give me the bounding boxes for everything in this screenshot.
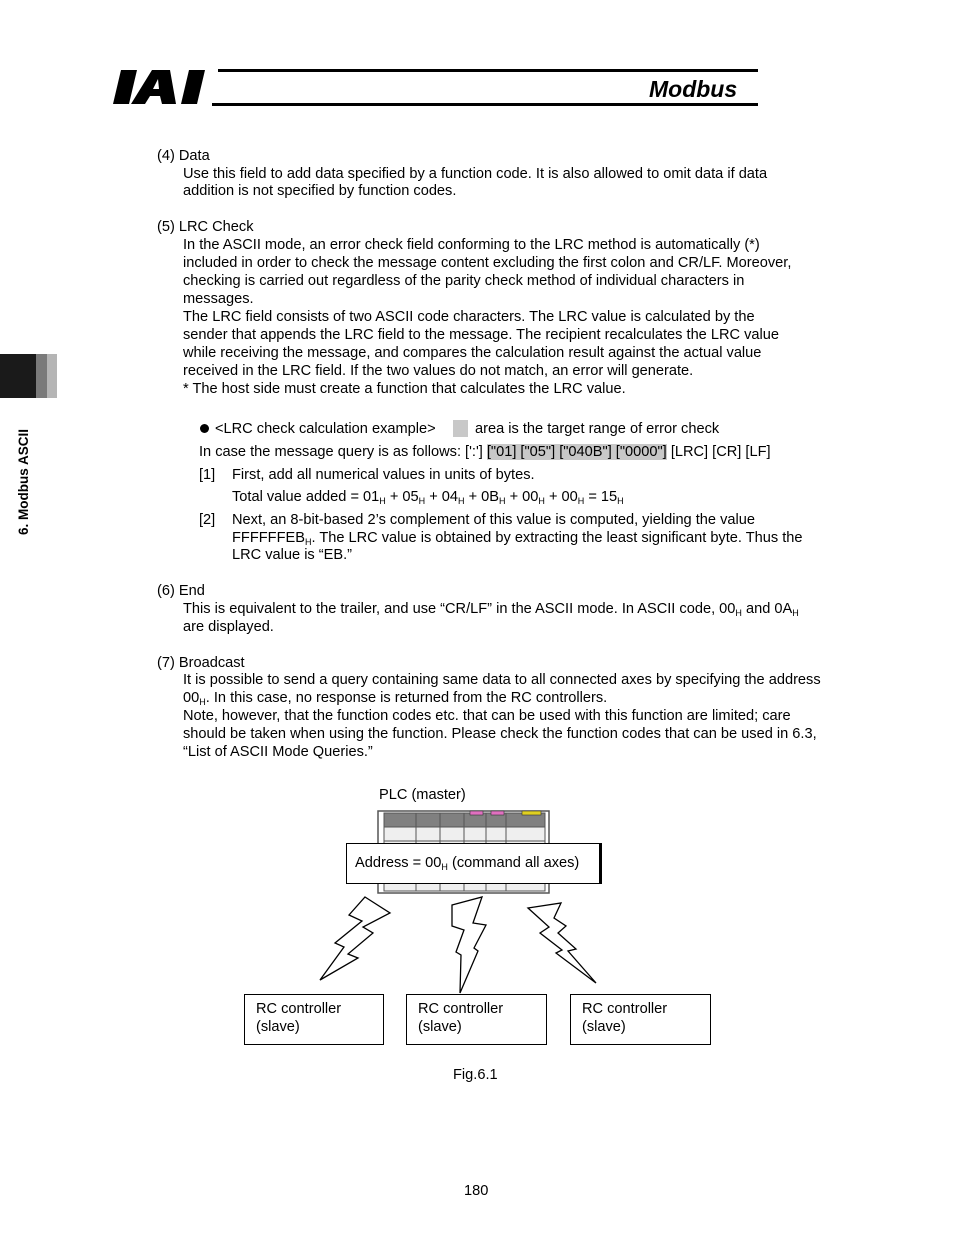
step-text: $FFFFFFEB_H$. The LRC value is obtained by extracting the least significant byte. Thus the — [232, 530, 803, 547]
end-line: are displayed. — [183, 619, 274, 635]
step-number: [2] — [199, 512, 216, 528]
data-heading: (4) Data — [157, 148, 210, 164]
rc-controller-box: RC controller (slave) — [570, 994, 711, 1045]
section-title: Modbus — [649, 76, 738, 102]
example-title: <LRC check calculation example> — [215, 421, 436, 437]
rc-controller-box: RC controller (slave) — [406, 994, 547, 1045]
page-number: 180 — [464, 1183, 489, 1199]
step-number: [1] — [199, 467, 216, 483]
plc-led-indicator — [522, 811, 541, 815]
data-line: Use this field to add data specified by a function code. It is also allowed to omit data if data — [183, 166, 768, 182]
broadcast-line: “List of ASCII Mode Queries.” — [183, 744, 373, 760]
chapter-side-tab — [0, 354, 57, 398]
highlight-legend-swatch — [453, 420, 468, 437]
plc-led-indicator — [470, 811, 483, 815]
broadcast-line: It is possible to send a query containing same data to all connected axes by specifying the address — [183, 672, 821, 688]
query-line: In case the message query is as follows: [':'] ["01] ["05"] ["040B"] ["0000"] [LRC] [CR] [LF] — [199, 444, 771, 460]
data-line: addition is not specified by function codes. — [183, 183, 457, 199]
lrc-line: sender that appends the LRC field to the message. The recipient recalculates the LRC value — [183, 327, 779, 343]
broadcast-heading: (7) Broadcast — [157, 655, 245, 671]
end-heading: (6) End — [157, 583, 205, 599]
lrc-line: The LRC field consists of two ASCII code characters. The LRC value is calculated by the — [183, 309, 755, 325]
header-rule-top — [218, 69, 758, 72]
step-text: First, add all numerical values in units of bytes. — [232, 467, 535, 483]
chapter-side-label: 6. Modbus ASCII — [16, 428, 31, 535]
address-label-box: Address = $00_H$ (command all axes) — [346, 843, 600, 884]
header-rule-bottom — [212, 103, 758, 106]
broadcast-line: Note, however, that the function codes etc. that can be used with this function are limited; care — [183, 708, 791, 724]
broadcast-diagram — [300, 805, 620, 995]
query-highlight: ["01] ["05"] ["040B"] ["0000"] — [486, 444, 667, 460]
lrc-line: In the ASCII mode, an error check field conforming to the LRC method is automatically (*) — [183, 237, 760, 253]
bullet-icon — [200, 424, 209, 433]
figure-caption: Fig.6.1 — [453, 1067, 498, 1083]
plc-label: PLC (master) — [379, 787, 466, 803]
broadcast-line: $00_H$. In this case, no response is returned from the RC controllers. — [183, 690, 608, 707]
end-line: This is equivalent to the trailer, and use “CR/LF” in the ASCII mode. In ASCII code, $00_H$ and $0A_H$ — [183, 601, 799, 618]
lrc-line: * The host side must create a function that calculates the LRC value. — [183, 381, 626, 397]
lrc-line: received in the LRC field. If the two values do not match, an error will generate. — [183, 363, 694, 379]
step-text: Next, an 8-bit-based 2’s complement of this value is computed, yielding the value — [232, 512, 755, 528]
lrc-line: while receiving the message, and compares the calculation result against the actual value — [183, 345, 762, 361]
lrc-line: checking is carried out regardless of the parity check method of individual characters in — [183, 273, 745, 289]
legend-text: area is the target range of error check — [475, 421, 720, 437]
lightning-bolt-icon — [528, 903, 596, 983]
lrc-line: included in order to check the message content excluding the first colon and CR/LF. Moreover, — [183, 255, 792, 271]
lightning-bolt-icon — [452, 897, 486, 993]
header-logo — [112, 64, 212, 108]
step-text: LRC value is “EB.” — [232, 547, 353, 563]
iai-logo-icon — [112, 64, 212, 108]
plc-led-indicator — [491, 811, 504, 815]
lrc-heading: (5) LRC Check — [157, 219, 254, 235]
lightning-bolt-icon — [320, 897, 390, 980]
lrc-line: messages. — [183, 291, 254, 307]
rc-controller-box: RC controller (slave) — [244, 994, 384, 1045]
broadcast-line: should be taken when using the function. Please check the function codes that can be used in 6.3, — [183, 726, 817, 742]
total-value-line: Total value added = $01_H + 05_H + 04_H + 0B_H + 00_H + 00_H = 15_H$ — [232, 489, 624, 506]
